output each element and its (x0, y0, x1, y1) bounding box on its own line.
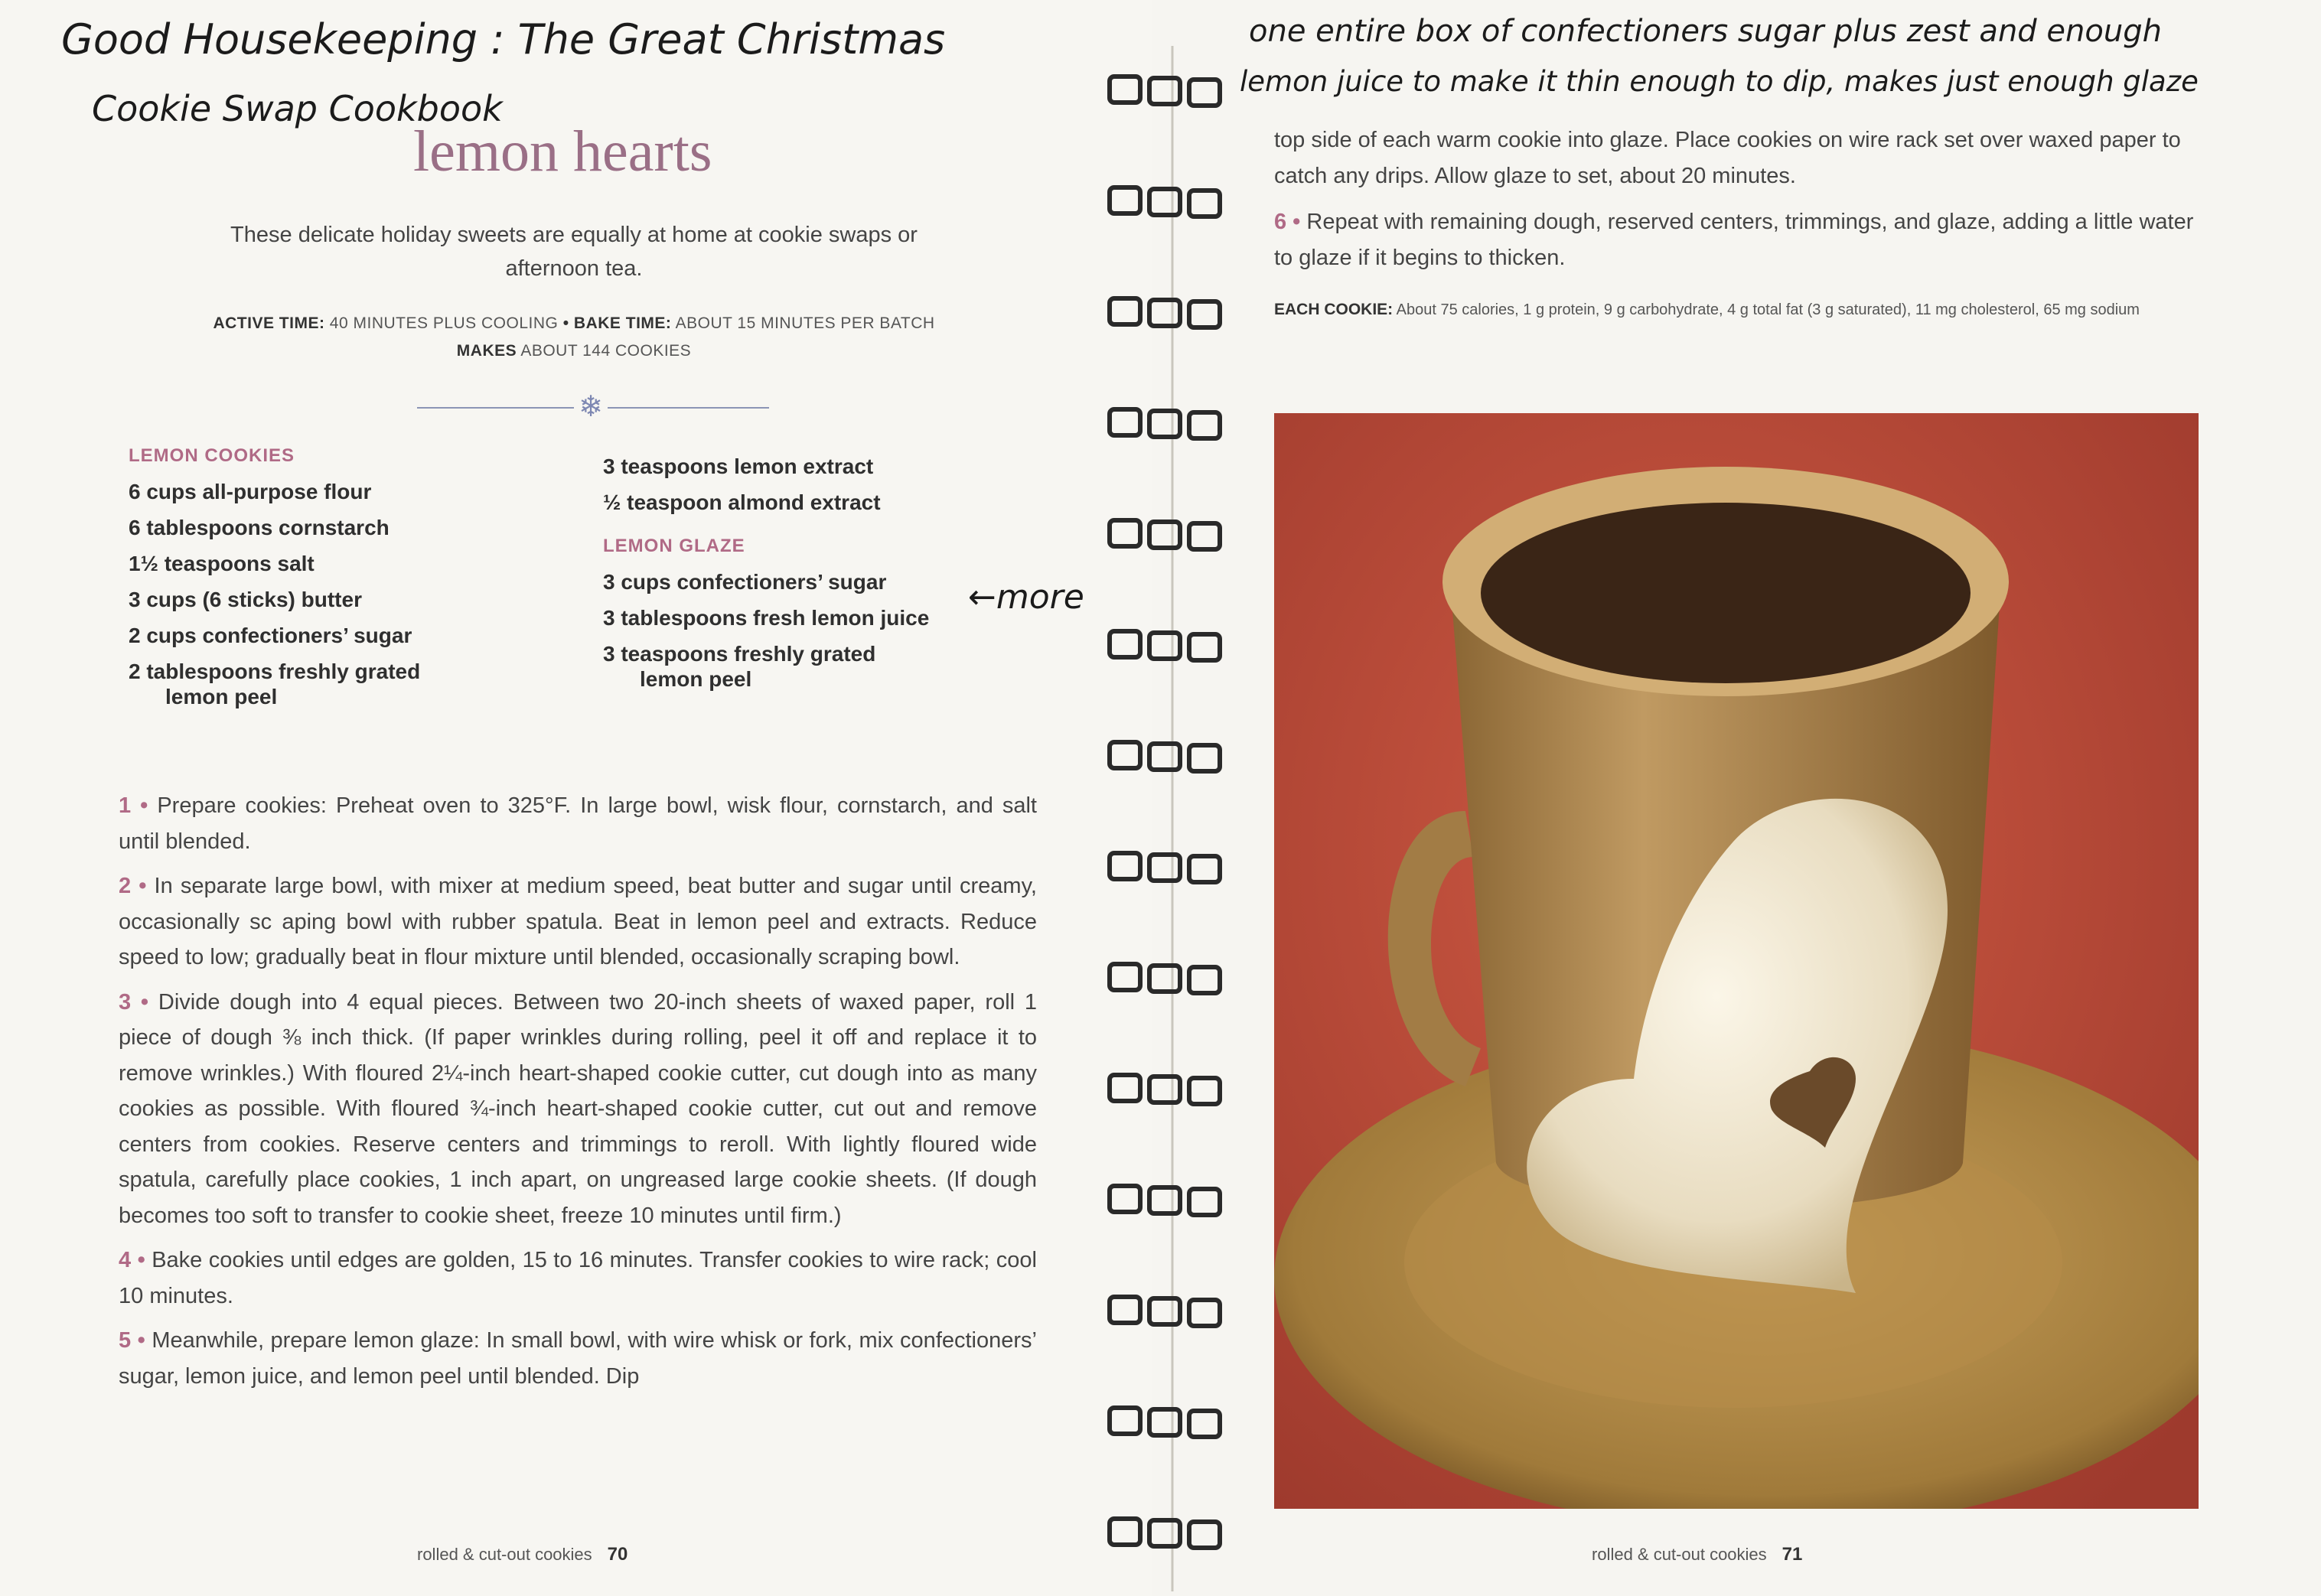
step-text: Bake cookies until edges are golden, 15 to 16 minutes. Transfer cookies to wire rack; cool 10 minutes. (119, 1248, 1037, 1308)
spiral-coils (1102, 46, 1224, 1591)
spiral-coil (1189, 1411, 1220, 1437)
recipe-steps (119, 788, 1037, 1403)
spiral-coil (1110, 742, 1140, 768)
step-number: 6 • (1274, 210, 1301, 234)
step-text: Prepare cookies: Preheat oven to 325°F. In large bowl, wisk flour, cornstarch, and salt until blended. (119, 793, 1037, 854)
active-time-label: ACTIVE TIME: (213, 314, 325, 332)
spiral-coil (1189, 80, 1220, 106)
page-number: 71 (1781, 1544, 1803, 1565)
lemon-glaze-heading: LEMON GLAZE (603, 536, 745, 556)
recipe-intro: These delicate holiday sweets are equally at home at cookie swaps or afternoon tea. (230, 223, 918, 281)
step-number: 3 • (119, 989, 149, 1015)
bake-time-label: BAKE TIME: (573, 314, 672, 332)
ingredient-item: 6 tablespoons cornstarch (129, 516, 390, 539)
right-footer (1592, 1544, 1802, 1565)
spiral-coil (1189, 1189, 1220, 1215)
spiral-coil (1149, 633, 1180, 659)
spiral-coil (1149, 300, 1180, 326)
spiral-coil (1189, 967, 1220, 993)
spiral-coil (1149, 411, 1180, 437)
ingredient-item-continued: lemon peel (165, 685, 278, 708)
spiral-coil (1189, 1522, 1220, 1548)
ingredient-item: 2 cups confectioners’ sugar (129, 624, 412, 647)
spiral-coil (1110, 1075, 1140, 1101)
step-text: Repeat with remaining dough, reserved centers, trimmings, and glaze, adding a little water to glaze if it begins to thicken. (1274, 210, 2194, 270)
spiral-coil (1149, 78, 1180, 104)
spiral-coil (1110, 520, 1140, 546)
bake-time-value: ABOUT 15 MINUTES PER BATCH (675, 314, 935, 332)
spiral-coil (1149, 1409, 1180, 1435)
step-1 (119, 788, 1037, 859)
lemon-cookies-heading: LEMON COOKIES (129, 445, 295, 466)
step-text: In separate large bowl, with mixer at medium speed, beat butter and sugar until creamy, occasionally sc aping bowl with rubber spatula. Beat in lemon peel and extracts. Reduce speed to low; gradually beat in flour mixture until blended, occasionally scraping bowl. (119, 874, 1037, 969)
ingredient-item: 3 tablespoons fresh lemon juice (603, 606, 930, 630)
spiral-coil (1149, 1520, 1180, 1546)
spiral-coil (1110, 298, 1140, 324)
step-5 (119, 1323, 1037, 1394)
spiral-coil (1149, 1076, 1180, 1103)
snowflake-icon: ❄ (574, 390, 608, 424)
left-page (0, 0, 1152, 1596)
spiral-coil (1110, 187, 1140, 213)
left-footer (417, 1544, 628, 1565)
spiral-coil (1149, 189, 1180, 215)
recipe-meta: ACTIVE TIME: 40 MINUTES PLUS COOLING • BAKE TIME: ABOUT 15 MINUTES PER BATCH MAKES ABOUT 144 COOKIES (213, 314, 935, 360)
ingredients-col2 (603, 448, 929, 697)
step-2 (119, 868, 1037, 976)
spiral-coil (1110, 964, 1140, 990)
step-text: Meanwhile, prepare lemon glaze: In small bowl, with wire whisk or fork, mix confectioners’ sugar, lemon juice, and lemon peel until blended. Dip (119, 1328, 1037, 1389)
ingredient-item: 1½ teaspoons salt (129, 552, 315, 575)
photo-illustration (1274, 413, 2199, 1509)
spiral-coil (1110, 1519, 1140, 1545)
handwritten-source-line2: Cookie Swap Cookbook (92, 88, 503, 129)
handwritten-more-note: ←more (968, 578, 1084, 617)
ingredient-item: 6 cups all-purpose flour (129, 480, 372, 503)
spiral-coil (1189, 1078, 1220, 1104)
step-number: 5 • (119, 1328, 145, 1353)
spiral-coil (1189, 856, 1220, 882)
nutrition-info (1274, 295, 2196, 325)
step-6 (1274, 204, 2196, 275)
nutrition-text: About 75 calories, 1 g protein, 9 g carbohydrate, 4 g total fat (3 g saturated), 11 mg cholesterol, 65 mg sodium (1396, 301, 2140, 318)
spiral-coil (1110, 1186, 1140, 1212)
cup-and-heart-cookie-photo (1274, 413, 2199, 1509)
spiral-coil (1110, 631, 1140, 657)
nutrition-label: EACH COOKIE: (1274, 301, 1394, 318)
makes-label: MAKES (456, 342, 517, 360)
spiral-coil (1149, 1187, 1180, 1213)
spiral-coil (1149, 1298, 1180, 1324)
spiral-coil (1149, 966, 1180, 992)
spiral-coil (1110, 1408, 1140, 1434)
spiral-coil (1149, 744, 1180, 770)
step-number: 2 • (119, 874, 147, 898)
makes-value: ABOUT 144 COOKIES (520, 342, 692, 360)
spiral-coil (1189, 745, 1220, 771)
spiral-coil (1110, 409, 1140, 435)
spiral-coil (1149, 522, 1180, 548)
coffee (1481, 503, 1971, 683)
active-time-value: 40 MINUTES PLUS COOLING (329, 314, 559, 332)
ingredients-col1 (129, 438, 420, 715)
spiral-coil (1189, 412, 1220, 438)
spiral-coil (1189, 634, 1220, 660)
handwritten-glaze-note-line2: lemon juice to make it thin enough to dip, makes just enough glaze (1240, 65, 2199, 98)
spiral-binding (1102, 46, 1224, 1591)
step-number: 1 • (119, 793, 148, 818)
handwritten-glaze-note-line1: one entire box of confectioners sugar plus zest and enough (1249, 14, 2162, 49)
step-4 (119, 1243, 1037, 1314)
step-3 (119, 985, 1037, 1234)
spiral-coil (1189, 523, 1220, 549)
spiral-coil (1110, 1297, 1140, 1323)
footer-section: rolled & cut-out cookies (417, 1545, 592, 1564)
footer-section: rolled & cut-out cookies (1592, 1545, 1767, 1564)
spiral-coil (1110, 77, 1140, 103)
ingredient-item: 3 teaspoons lemon extract (603, 454, 874, 478)
ingredient-item: 3 cups confectioners’ sugar (603, 570, 887, 594)
step-number: 4 • (119, 1248, 145, 1272)
spiral-coil (1189, 301, 1220, 327)
spiral-coil (1110, 853, 1140, 879)
ingredient-item-continued: lemon peel (640, 667, 752, 691)
spiral-coil (1149, 855, 1180, 881)
ingredient-item: 3 cups (6 sticks) butter (129, 588, 362, 611)
step-5-continued: top side of each warm cookie into glaze. Place cookies on wire rack set over waxed paper to catch any drips. Allow glaze to set, about 20 minutes. (1274, 128, 2181, 188)
spiral-coil (1189, 191, 1220, 217)
ingredient-item: ½ teaspoon almond extract (603, 490, 881, 514)
ingredient-item: 3 teaspoons freshly grated (603, 642, 876, 666)
page-number: 70 (607, 1544, 628, 1565)
recipe-title: lemon hearts (413, 119, 712, 184)
ingredient-item: 2 tablespoons freshly grated (129, 660, 421, 683)
handwritten-source-line1: Good Housekeeping : The Great Christmas (61, 15, 946, 64)
step-text: Divide dough into 4 equal pieces. Between two 20-inch sheets of waxed paper, roll 1 piece of dough ⅜ inch thick. (If paper wrinkles during rolling, peel it off and replace it to remove wrinkles.) With floured 2¼-inch heart-shaped cookie cutter, cut dough into as many cookies as possible. With floured ¾-inch heart-shaped cookie cutter, cut out and remove centers from cookies. Reserve centers and trimmings to reroll. With lightly floured wide spatula, carefully place cookies, 1 inch apart, on ungreased large cookie sheets. (If dough becomes too soft to transfer to cookie sheet, freeze 10 minutes until firm.) (119, 989, 1038, 1228)
recipe-steps-continued (1274, 122, 2196, 286)
spiral-coil (1189, 1300, 1220, 1326)
